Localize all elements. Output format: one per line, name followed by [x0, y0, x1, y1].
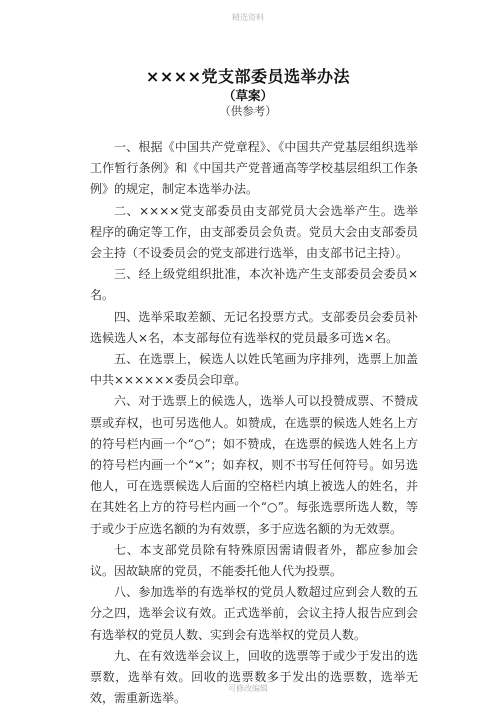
paragraph-1: 一、根据《中国共产党章程》、《中国共产党基层组织选举工作暂行条例》和《中国共产党普通高等学校基层组织工作条例》的规定，制定本选举办法。	[90, 140, 418, 197]
document-body	[90, 137, 418, 709]
paragraph-9: 九、在有效选举会议上，回收的选票等于或少于发出的选票数，选举有效。回收的选票数多于发出的选票数，选举无效，需重新选举。	[90, 648, 418, 706]
paragraph-7: 七、本支部党员除有特殊原因需请假者外，都应参加会议。因故缺席的党员，不能委托他人代为投票。	[90, 542, 418, 579]
document-title: ××××党支部委员选举办法	[145, 67, 351, 86]
reference-note: （供参考）	[219, 104, 277, 118]
header-watermark: 精选资料	[232, 13, 264, 22]
document-subtitle: （草案）	[222, 88, 273, 103]
paragraph-8: 八、参加选举的有选举权的党员人数超过应到会人数的五分之四，选举会议有效。正式选举前，会议主持人报告应到会有选举权的党员人数、实到会有选举权的党员人数。	[90, 585, 418, 642]
paragraph-5: 五、在选票上，候选人以姓氏笔画为序排列，选票上加盖中共××××××委员会印章。	[90, 352, 418, 388]
paragraph-6: 六、对于选票上的候选人，选举人可以投赞成票、不赞成票或弃权，也可另选他人。如赞成，在选票的候选人姓名上方的符号栏内画一个“○”；如不赞成，在选票的候选人姓名上方的符号栏内画一个“×”；如弃权，则不书写任何符号。如另选他人，可在选票候选人后面的空格栏内填上被选人的姓名，并在其姓名上方的符号栏内画一个“○”。每张选票所选人数，等于或少于应选名额的为有效票，多于应选名额的为无效票。	[90, 394, 418, 536]
paragraph-3: 三、经上级党组织批准，本次补选产生支部委员会委员×名。	[90, 267, 418, 303]
footer-watermark: 可修改编辑	[228, 684, 268, 693]
paragraph-4: 四、选举采取差额、无记名投票方式。支部委员会委员补选候选人×名，本支部每位有选举权的党员最多可选×名。	[90, 309, 418, 345]
paragraph-2: 二、××××党支部委员由支部党员大会选举产生。选举程序的确定等工作，由支部委员会负责。党员大会由支部委员会主持（不设委员会的党支部进行选举，由支部书记主持）。	[90, 203, 418, 261]
